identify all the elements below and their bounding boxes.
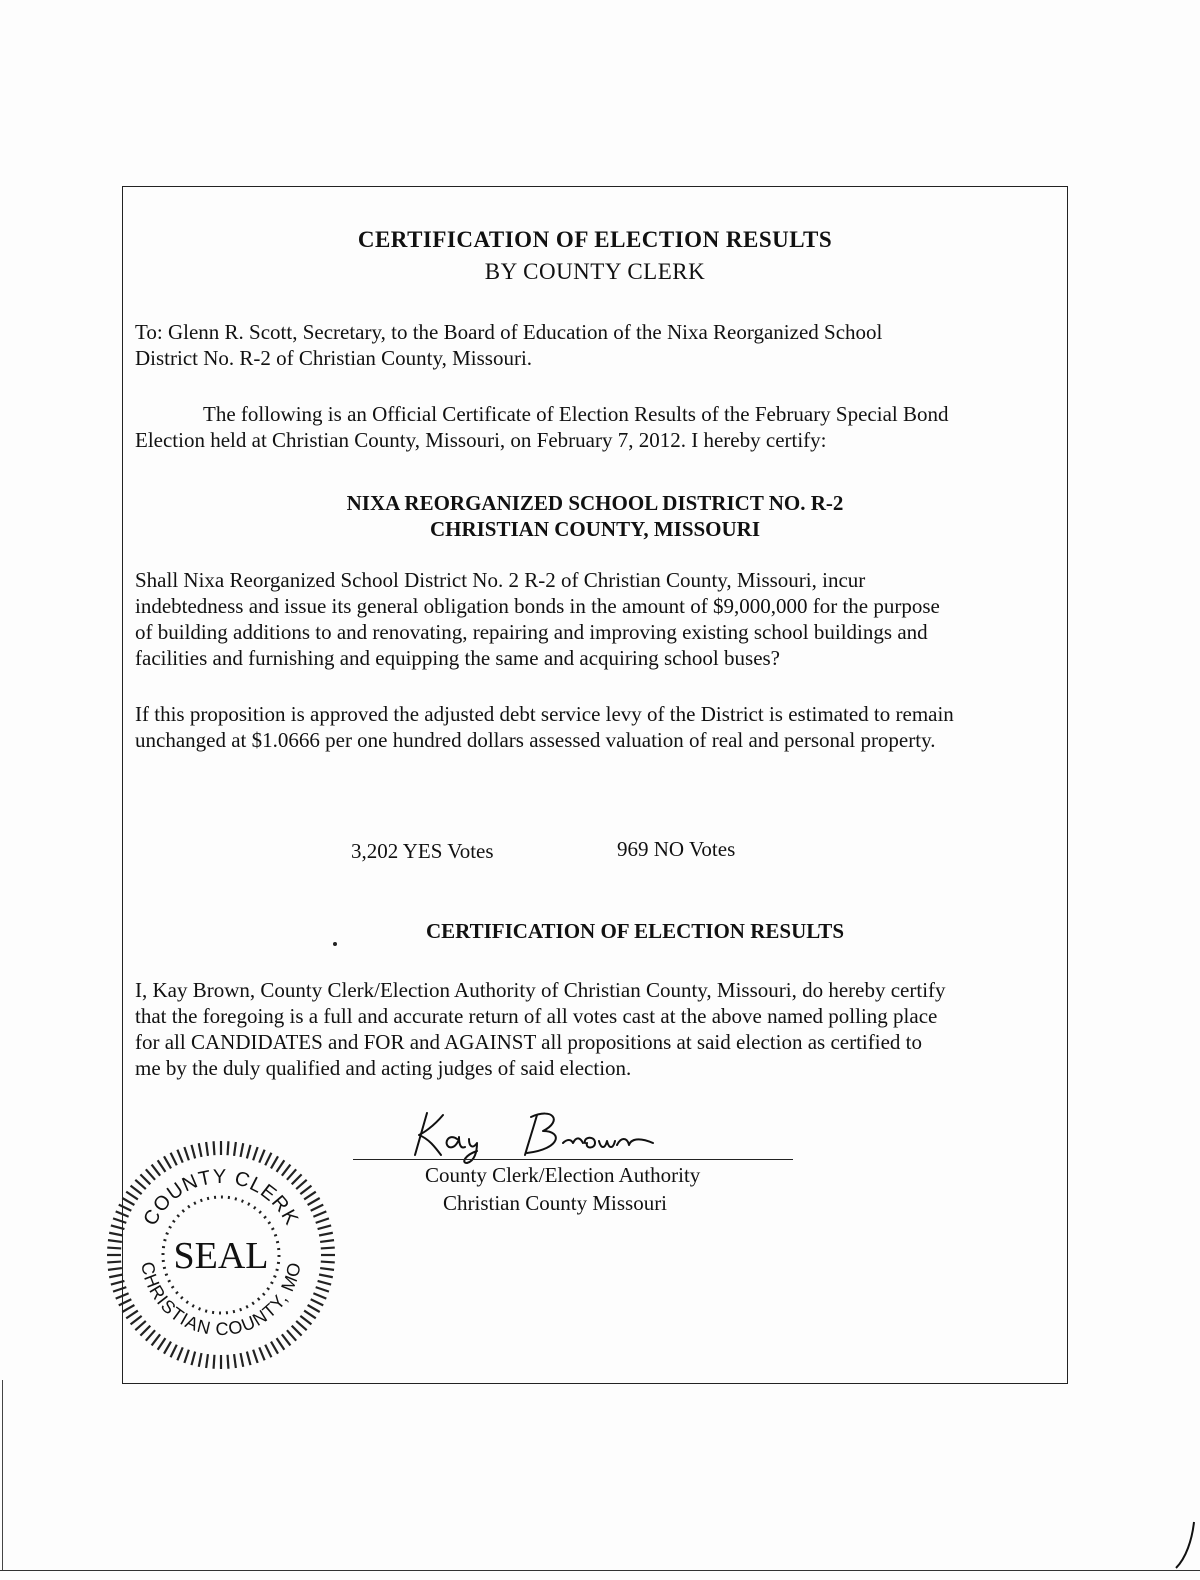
seal-tick — [296, 1180, 307, 1189]
document-title: CERTIFICATION OF ELECTION RESULTS — [357, 227, 833, 252]
seal-tick — [108, 1268, 122, 1270]
seal-center-text: SEAL — [173, 1235, 269, 1277]
certification-statement — [135, 977, 1055, 1081]
seal-tick — [308, 1305, 320, 1312]
scan-corner-mark — [1172, 1520, 1200, 1570]
seal-tick — [116, 1211, 129, 1216]
seal-tick — [184, 1147, 189, 1160]
seal-tick — [271, 1342, 278, 1354]
signature-location: Christian County Missouri — [443, 1191, 668, 1215]
certification-line: I, Kay Brown, County Clerk/Election Authority of Christian County, Missouri, do hereby certify — [135, 978, 946, 1002]
intro-line: The following is an Official Certificate of Election Results of the February Special Bond — [203, 402, 949, 426]
county-name: CHRISTIAN COUNTY, MISSOURI — [429, 517, 761, 541]
seal-tick — [265, 1345, 271, 1358]
seal-tick — [140, 1174, 150, 1184]
levy-line: If this proposition is approved the adjusted debt service levy of the District is estimated to remain — [135, 702, 954, 726]
seal-top-text: COUNTY CLERK — [139, 1165, 303, 1230]
ballot-question-line: Shall Nixa Reorganized School District No. 2 R-2 of Christian County, Missouri, incur — [135, 568, 866, 592]
seal-tick — [158, 1160, 166, 1172]
certificate-frame — [122, 186, 1068, 1384]
seal-tick — [199, 1353, 202, 1367]
ballot-question-line: of building additions to and renovating, repairing and improving existing school buildings and — [135, 620, 928, 644]
ballot-question-line: indebtedness and issue its general obligation bonds in the amount of $9,000,000 for the purpose — [135, 594, 940, 618]
seal-tick — [113, 1287, 126, 1292]
seal-tick — [271, 1156, 278, 1168]
county-clerk-seal — [101, 1135, 341, 1375]
signature-title: County Clerk/Election Authority — [425, 1163, 701, 1187]
seal-tick — [311, 1205, 324, 1211]
seal-tick — [131, 1316, 142, 1325]
seal-tick — [107, 1248, 121, 1249]
certification-heading: CERTIFICATION OF ELECTION RESULTS — [425, 919, 844, 943]
seal-tick — [122, 1198, 134, 1205]
seal-tick — [247, 1352, 251, 1366]
seal-tick — [119, 1299, 132, 1305]
seal-tick — [164, 1342, 171, 1354]
seal-tick — [247, 1145, 251, 1159]
seal-tick — [111, 1225, 125, 1229]
seal-tick — [313, 1211, 326, 1216]
seal-tick — [265, 1153, 271, 1166]
seal-tick — [113, 1218, 126, 1223]
seal-tick — [109, 1275, 123, 1278]
seal-tick — [152, 1334, 161, 1345]
seal-tick — [108, 1240, 122, 1242]
seal-tick — [164, 1156, 171, 1168]
seal-tick — [300, 1186, 311, 1195]
certification-line: for all CANDIDATES and FOR and AGAINST all propositions at said election as certified to — [135, 1030, 922, 1054]
addressee-line: District No. R-2 of Christian County, Missouri. — [135, 346, 533, 370]
yes-votes: 3,202 YES Votes — [351, 839, 494, 863]
seal-tick — [320, 1240, 334, 1242]
seal-bottom-text: CHRISTIAN COUNTY, MO — [137, 1259, 305, 1340]
seal-tick — [287, 1330, 296, 1341]
seal-tick — [206, 1354, 208, 1368]
no-votes: 969 NO Votes — [617, 837, 736, 861]
seal-tick — [318, 1281, 332, 1285]
seal-tick — [282, 1334, 291, 1345]
seal-tick — [199, 1143, 202, 1157]
document-subtitle: BY COUNTY CLERK — [484, 259, 706, 284]
seal-tick — [296, 1321, 307, 1330]
levy-line: unchanged at $1.0666 per one hundred dollars assessed valuation of real and personal property. — [135, 728, 936, 752]
seal-tick — [316, 1218, 329, 1223]
seal-tick — [171, 1153, 177, 1166]
seal-tick — [316, 1287, 329, 1292]
seal-tick — [304, 1192, 316, 1200]
seal-tick — [119, 1205, 132, 1211]
seal-tick — [253, 1350, 258, 1363]
seal-tick — [241, 1353, 244, 1367]
seal-tick — [319, 1275, 333, 1278]
seal-tick — [191, 1145, 195, 1159]
certification-line: me by the duly qualified and acting judges of said election. — [135, 1056, 632, 1080]
seal-tick — [277, 1160, 285, 1172]
seal-tick — [126, 1311, 138, 1319]
seal-tick — [259, 1347, 264, 1360]
ballot-question — [135, 567, 1055, 671]
seal-tick — [135, 1180, 146, 1189]
seal-tick — [253, 1147, 258, 1160]
seal-tick — [234, 1354, 236, 1368]
seal-tick — [140, 1326, 150, 1336]
seal-tick — [318, 1225, 332, 1229]
addressee-paragraph — [135, 319, 1055, 371]
seal-tick — [241, 1143, 244, 1157]
seal-tick — [177, 1347, 182, 1360]
signature-line — [353, 1159, 793, 1160]
seal-tick — [131, 1186, 142, 1195]
seal-tick — [304, 1311, 316, 1319]
seal-tick — [277, 1338, 285, 1350]
seal-tick — [300, 1316, 311, 1325]
seal-tick — [122, 1305, 134, 1312]
seal-tick — [311, 1299, 324, 1305]
seal-tick — [116, 1293, 129, 1298]
seal-tick — [206, 1142, 208, 1156]
seal-tick — [259, 1150, 264, 1163]
seal-tick — [320, 1268, 334, 1270]
district-name: NIXA REORGANIZED SCHOOL DISTRICT NO. R-2 — [346, 491, 844, 515]
seal-tick — [287, 1169, 296, 1180]
seal-tick — [228, 1141, 229, 1155]
scan-edge-left — [2, 1380, 3, 1570]
scan-edge-bottom — [0, 1570, 1200, 1571]
seal-tick — [228, 1355, 229, 1369]
seal-tick — [171, 1345, 177, 1358]
seal-tick — [308, 1198, 320, 1205]
levy-statement — [135, 701, 1055, 753]
seal-tick — [234, 1142, 236, 1156]
seal-tick — [214, 1141, 215, 1155]
seal-tick — [292, 1174, 302, 1184]
seal-tick — [313, 1293, 326, 1298]
seal-tick — [107, 1262, 121, 1263]
certification-line: that the foregoing is a full and accurate return of all votes cast at the above named polling place — [135, 1004, 938, 1028]
seal-tick — [292, 1326, 302, 1336]
seal-tick — [146, 1330, 155, 1341]
seal-tick — [158, 1338, 166, 1350]
seal-tick — [184, 1350, 189, 1363]
seal-tick — [126, 1192, 138, 1200]
seal-tick — [191, 1352, 195, 1366]
seal-tick — [109, 1233, 123, 1236]
seal-tick — [111, 1281, 125, 1285]
intro-line: Election held at Christian County, Missouri, on February 7, 2012. I hereby certify: — [135, 428, 827, 452]
intro-paragraph — [135, 401, 1055, 453]
seal-tick — [319, 1233, 333, 1236]
seal-tick — [135, 1321, 146, 1330]
seal-tick — [321, 1262, 335, 1263]
seal-tick — [152, 1165, 161, 1176]
seal-tick — [177, 1150, 182, 1163]
seal-tick — [214, 1355, 215, 1369]
addressee-line: To: Glenn R. Scott, Secretary, to the Board of Education of the Nixa Reorganized School — [135, 320, 883, 344]
ballot-question-line: facilities and furnishing and equipping the same and acquiring school buses? — [135, 646, 781, 670]
seal-tick — [146, 1169, 155, 1180]
seal-tick — [282, 1165, 291, 1176]
seal-tick — [321, 1248, 335, 1249]
handwritten-signature — [403, 1105, 673, 1165]
